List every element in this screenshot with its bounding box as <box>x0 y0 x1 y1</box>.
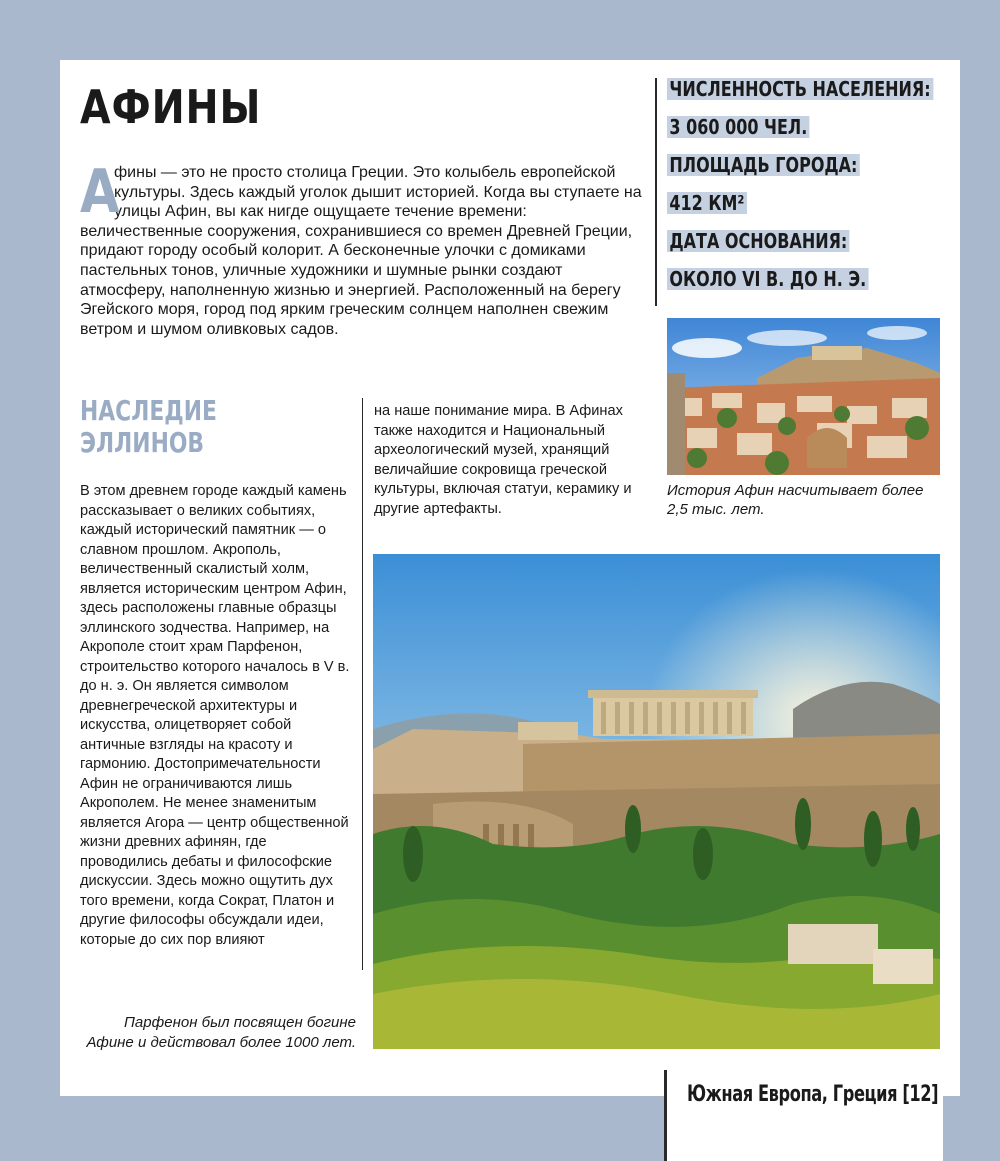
fact-founded-label: ДАТА ОСНОВАНИЯ: <box>667 230 850 252</box>
city-photo-caption: История Афин насчитывает более 2,5 тыс. лет. <box>667 482 924 518</box>
page-number: [12] <box>902 1082 939 1107</box>
section-heading-line2: ЭЛЛИНОВ <box>80 426 205 459</box>
footer-tab <box>664 1070 943 1161</box>
fact-area-label: ПЛОЩАДЬ ГОРОДА: <box>667 154 860 176</box>
column-divider <box>362 398 363 970</box>
intro-paragraph <box>80 157 650 339</box>
facts-panel <box>655 78 957 306</box>
article-column-left: В этом древнем городе каждый камень рассказывает о великих событиях, каждый исторический памятник — о славном прошлом. Акрополь, величественный скалистый холм, является историческим центром Афин, здесь расположены главные образцы эллинского зодчества. Например, на Акрополе стоит храм Парфенон, строительство которого началось в V в. до н. э. Он является символом древнегреческой архитектуры и искусства, олицетворяет собой античные взгляды на красоту и гармонию. Достопримечательности Афин не ограничиваются лишь Акрополем. Не менее знаменитым является Агора — центр общественной жизни древних афинян, где проводились дебаты и философские дискуссии. Здесь можно ощутить дух того времени, когда Сократ, Платон и другие философы обсуждали идеи, которые до сих пор влияют <box>80 483 350 948</box>
section-heading-line1: НАСЛЕДИЕ <box>80 394 217 427</box>
acropolis-photo <box>373 554 940 1049</box>
article-column-right: на наше понимание мира. В Афинах также находится и Национальный археологический музей, хранящий величайшие сокровища греческой культуры, включая статуи, керамику и другие артефакты. <box>374 403 632 517</box>
footer-label <box>687 1082 938 1107</box>
fact-area-value: 412 КМ² <box>667 192 747 214</box>
athens-city-photo <box>667 318 940 475</box>
intro-text: фины — это не просто столица Греции. Это колыбель европейской культуры. Здесь каждый уголок дышит историей. Когда вы ступаете на улицы Афин, вы как нигде ощущаете течение времени: величественные сооружения, сохранившиеся со времен Древней Греции, придают городу особый колорит. А бесконечные улочки с домиками пастельных тонов, уличные художники и шумные рынки создают атмосферу, наполненную жизнью и энергией. Расположенный на берегу Эгейского моря, город под ярким греческим солнцем наполнен свежим ветром и шумом оливковых садов. <box>80 164 642 338</box>
section-heading <box>80 395 217 459</box>
page-title: АФИНЫ <box>80 80 262 134</box>
fact-founded-value: ОКОЛО VI В. ДО Н. Э. <box>667 268 869 290</box>
dropcap-letter: А <box>80 157 120 227</box>
fact-population-label: ЧИСЛЕННОСТЬ НАСЕЛЕНИЯ: <box>667 78 933 100</box>
footer-region: Южная Европа, Греция <box>687 1082 898 1107</box>
acropolis-photo-caption: Парфенон был посвящен богине Афине и действовал более 1000 лет. <box>86 1014 356 1051</box>
fact-population-value: 3 060 000 ЧЕЛ. <box>667 116 810 138</box>
